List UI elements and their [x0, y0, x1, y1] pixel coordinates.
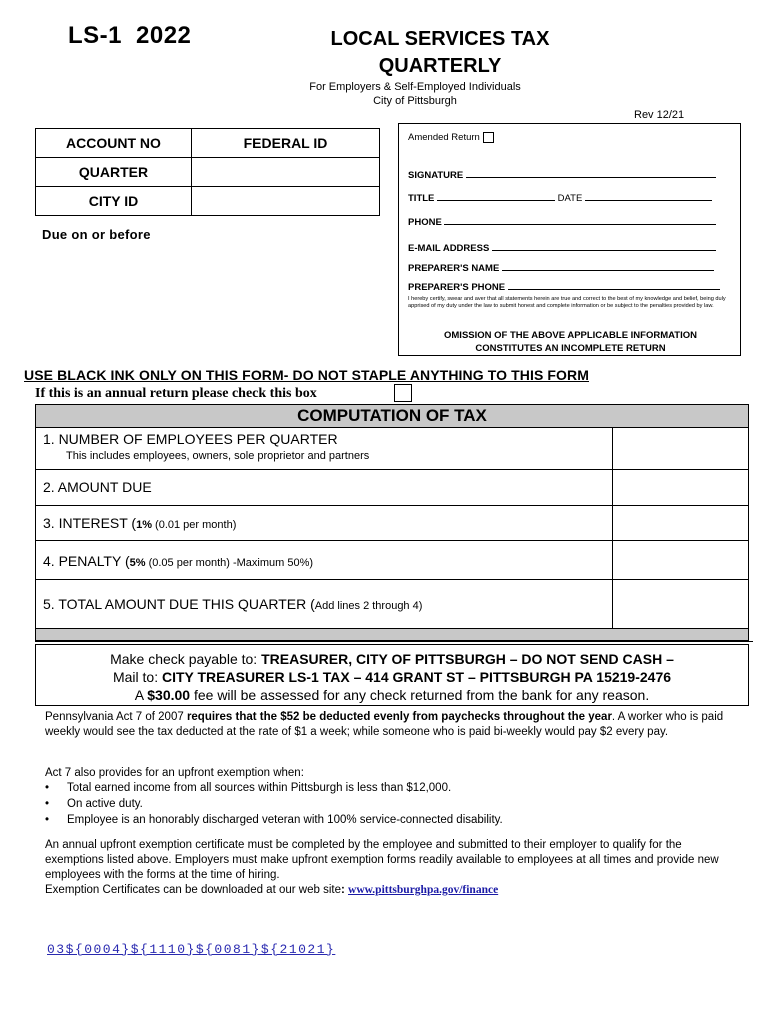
omission-line-2: CONSTITUTES AN INCOMPLETE RETURN [475, 343, 666, 354]
payable-prefix: Make check payable to: [110, 651, 262, 667]
computation-footer-band [36, 629, 748, 640]
finance-website-link[interactable]: www.pittsburghpa.gov/finance [348, 884, 499, 896]
date-label: DATE [557, 193, 583, 204]
title-field[interactable] [437, 192, 555, 201]
email-field[interactable] [492, 242, 716, 251]
title-label: TITLE [408, 193, 435, 204]
certification-text: I hereby certify, swear and aver that all statements herein are true and correct to the best of my knowledge and belief, being duly apprised of my duty under the law to submit honest and complete information or be subject to the penalties provided by law. [408, 296, 726, 310]
payment-instructions [35, 644, 749, 706]
account-no-label: ACCOUNT NO [36, 129, 192, 158]
title-line-1: LOCAL SERVICES TAX [330, 28, 550, 50]
preparer-name-label: PREPARER'S NAME [408, 263, 500, 274]
line-5-amount-field[interactable] [613, 581, 748, 628]
list-item: • Employee is an honorably discharged veteran with 100% service-connected disability. [45, 812, 503, 828]
act7-paragraph-4 [45, 883, 725, 898]
line-3-detail: (0.01 per month) [152, 519, 237, 531]
computation-table [35, 404, 749, 641]
mail-to: CITY TREASURER LS-1 TAX – 414 GRANT ST – PITTSBURGH PA 15219-2476 [161, 669, 672, 685]
preparer-name-field[interactable] [502, 262, 714, 271]
signature-field[interactable] [466, 169, 716, 178]
line-4-detail: (0.05 per month) -Maximum 50%) [145, 557, 314, 569]
mail-prefix: Mail to: [112, 669, 162, 685]
due-date-label: Due on or before [42, 227, 151, 242]
list-item: • On active duty. [45, 796, 503, 812]
line-1-sub: This includes employees, owners, sole proprietor and partners [66, 450, 370, 462]
line-1-amount-field[interactable] [613, 428, 748, 469]
date-field[interactable] [585, 192, 712, 201]
preparer-phone-field[interactable] [508, 281, 720, 290]
fee-amount: $30.00 [147, 687, 191, 703]
form-year: 2022 [136, 22, 192, 49]
signature-label: SIGNATURE [408, 170, 464, 181]
amended-return-row [408, 132, 494, 143]
act7-para1-end: . A worker who is paid weekly would see the tax deducted at the rate of $1 a week; while someone who is paid bi-weekly would pay $2 every pay. [45, 711, 724, 738]
phone-field[interactable] [444, 216, 716, 225]
signature-box [398, 123, 741, 356]
email-label: E-MAIL ADDRESS [408, 243, 490, 254]
account-table [35, 128, 380, 216]
phone-row [408, 216, 716, 228]
act7-para1-bold: requires that the $52 be deducted evenly from paychecks throughout the year [186, 711, 612, 723]
line-4-rate: 5% [129, 557, 146, 569]
line-2-amount-field[interactable] [613, 471, 748, 505]
city-id-field[interactable] [192, 187, 380, 216]
line-3-text [43, 515, 236, 531]
download-colon: : [340, 884, 349, 896]
omission-notice [399, 329, 742, 355]
mail-line [36, 668, 748, 686]
title-date-row [408, 192, 712, 204]
fee-line [36, 686, 748, 704]
amended-return-label: Amended Return [408, 132, 480, 144]
line-4-label: 4. PENALTY ( [43, 553, 130, 569]
act7-para1-start: Pennsylvania Act 7 of 2007 [45, 711, 187, 723]
line-5-label: 5. TOTAL AMOUNT DUE THIS QUARTER ( [43, 596, 315, 612]
line-5-detail: Add lines 2 through 4) [314, 600, 423, 612]
annual-return-text: If this is an annual return please check this box [35, 386, 317, 401]
act7-paragraph-1 [45, 710, 725, 740]
preparer-phone-label: PREPARER'S PHONE [408, 282, 506, 293]
list-item: • Total earned income from all sources within Pittsburgh is less than $12,000. [45, 780, 503, 796]
download-text: Exemption Certificates can be downloaded at our web site [45, 884, 341, 896]
amended-return-checkbox[interactable] [483, 132, 494, 143]
fee-suffix: fee will be assessed for any check returned from the bank for any reason. [190, 687, 650, 703]
federal-id-label: FEDERAL ID [192, 129, 380, 158]
preparer-phone-row [408, 281, 720, 293]
line-5-text [43, 596, 422, 612]
computation-heading: COMPUTATION OF TAX [36, 405, 748, 428]
form-code [68, 22, 191, 50]
line-3-amount-field[interactable] [613, 507, 748, 540]
line-1-label: 1. NUMBER OF EMPLOYEES PER QUARTER [43, 431, 338, 447]
annual-return-checkbox[interactable] [394, 384, 412, 402]
line-3-label: 3. INTEREST ( [43, 515, 137, 531]
quarter-label: QUARTER [36, 158, 192, 187]
subtitle-line-1: For Employers & Self-Employed Individuals [309, 81, 521, 93]
email-row [408, 242, 716, 254]
payable-line [36, 650, 748, 668]
act7-paragraph-3: An annual upfront exemption certificate must be completed by the employee and submitted to their employer to qualify for the exemptions listed above. Employers must make upfront exemption forms readily available to employees at all times and provide new employees with the forms at the time of hiring. [45, 839, 719, 881]
line-3-rate: 1% [136, 519, 152, 531]
omission-line-1: OMISSION OF THE ABOVE APPLICABLE INFORMATION [444, 330, 697, 341]
fee-prefix: A [134, 687, 148, 703]
signature-row [408, 169, 716, 181]
line-4-amount-field[interactable] [613, 542, 748, 579]
title-line-2: QUARTERLY [378, 55, 502, 77]
phone-label: PHONE [408, 217, 442, 228]
subtitle-line-2: City of Pittsburgh [373, 95, 457, 107]
quarter-field[interactable] [192, 158, 380, 187]
preparer-name-row [408, 262, 714, 274]
ink-notice: USE BLACK INK ONLY ON THIS FORM- DO NOT STAPLE ANYTHING TO THIS FORM [24, 367, 589, 383]
form-title [270, 26, 610, 80]
line-4-text [43, 553, 313, 569]
form-code-text: LS-1 [68, 22, 123, 49]
payable-to: TREASURER, CITY OF PITTSBURGH – DO NOT SEND CASH – [261, 651, 674, 667]
act7-paragraph-2: Act 7 also provides for an upfront exemption when: [45, 767, 304, 779]
city-id-label: CITY ID [36, 187, 192, 216]
revision-label: Rev 12/21 [634, 109, 685, 121]
divider-line [35, 641, 753, 642]
scan-line: 03${0004}${1110}${0081}${21021} [47, 942, 336, 957]
line-2-label: 2. AMOUNT DUE [43, 479, 152, 495]
exemption-list [45, 780, 503, 828]
form-subtitle [270, 80, 560, 108]
